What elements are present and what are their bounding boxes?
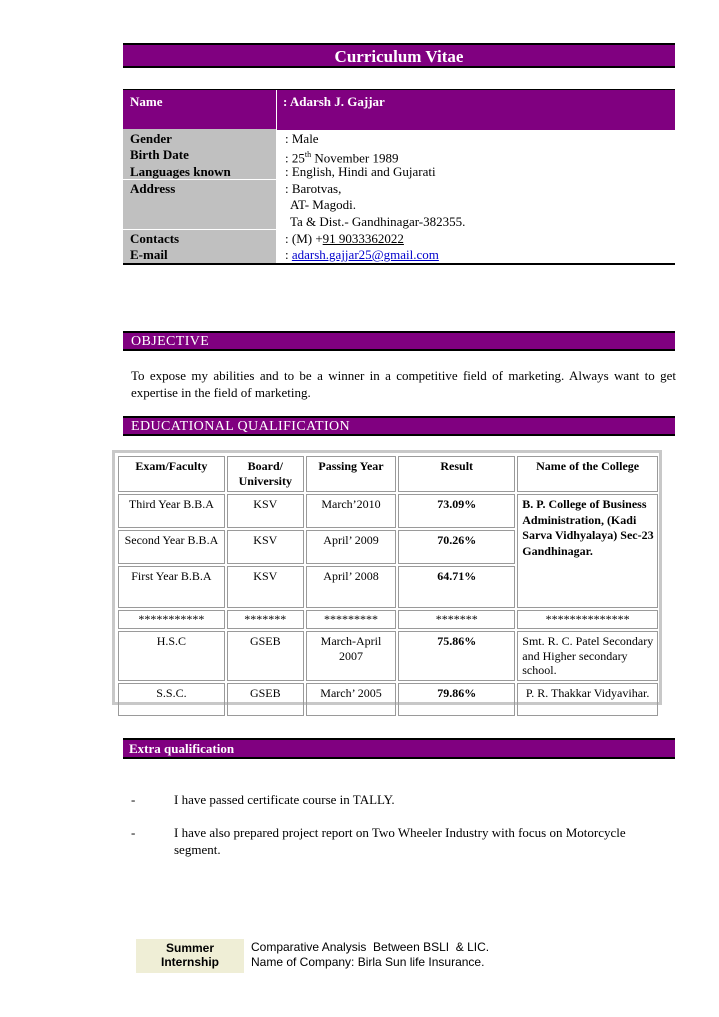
year-cell: April’ 2008: [306, 566, 396, 608]
separator-cell: *********: [306, 610, 396, 629]
header-exam: Exam/Faculty: [118, 456, 225, 492]
address-line-3: Ta & Dist.- Gandhinagar-382355.: [290, 214, 466, 229]
year-cell: April’ 2009: [306, 530, 396, 564]
address-line-1: : Barotvas,: [285, 181, 342, 196]
personal-details: [123, 129, 675, 265]
email-value: [285, 247, 439, 264]
exam-cell: S.S.C.: [118, 683, 225, 716]
internship-details: [251, 940, 489, 969]
languages-label: Languages known: [130, 164, 231, 179]
separator-cell: *******: [398, 610, 515, 629]
education-table: [116, 454, 660, 718]
separator-cell: **************: [517, 610, 658, 629]
separator-cell: ***********: [118, 610, 225, 629]
extra-item-1: I have passed certificate course in TALLY.: [174, 792, 395, 807]
year-cell: March’2010: [306, 494, 396, 528]
extra-item-2: I have also prepared project report on Two Wheeler Industry with focus on Motorcycle segment.: [174, 825, 626, 857]
year-cell: March’ 2005: [306, 683, 396, 716]
college-cell: Smt. R. C. Patel Secondary and Higher secondary school.: [517, 631, 658, 681]
birth-month-year: November 1989: [311, 150, 399, 166]
separator-cell: *******: [227, 610, 304, 629]
result-cell: 73.09%: [398, 494, 515, 528]
cv-title: Curriculum Vitae: [334, 47, 464, 66]
board-cell: KSV: [227, 566, 304, 608]
extra-heading-bar: [123, 738, 675, 759]
email-prefix: :: [285, 247, 292, 262]
education-heading: EDUCATIONAL QUALIFICATION: [131, 419, 351, 434]
separator-row: [118, 610, 658, 629]
languages-value: : English, Hindi and Gujarati: [285, 164, 436, 179]
education-table-frame: [112, 450, 662, 705]
header-college: Name of the College: [517, 456, 658, 492]
table-row: [118, 494, 658, 528]
address-label: Address: [130, 181, 176, 196]
header-year: Passing Year: [306, 456, 396, 492]
internship-label-line-1: Summer: [165, 941, 215, 955]
email-link[interactable]: adarsh.gajjar25@gmail.com: [291, 247, 439, 262]
college-cell: P. R. Thakkar Vidyavihar.: [517, 683, 658, 716]
table-row: [118, 631, 658, 681]
extra-heading: Extra qualification: [129, 741, 235, 756]
contacts-label: Contacts: [130, 231, 180, 246]
objective-heading: OBJECTIVE: [131, 334, 210, 349]
board-cell: GSEB: [227, 683, 304, 716]
address-line-2: AT- Magodi.: [290, 197, 356, 212]
birth-date-label: Birth Date: [130, 147, 189, 162]
name-label: Name: [130, 94, 163, 109]
year-cell: March-April 2007: [306, 631, 396, 681]
labels-divider-2: [123, 229, 276, 230]
exam-cell: Second Year B.B.A: [118, 530, 225, 564]
contacts-prefix: : (M) +: [285, 231, 323, 246]
education-heading-bar: [123, 416, 675, 436]
table-header-row: [118, 456, 658, 492]
header-result: Result: [398, 456, 515, 492]
phone-number: 91 9033362022: [322, 231, 404, 246]
gender-label: Gender: [130, 131, 172, 146]
exam-cell: Third Year B.B.A: [118, 494, 225, 528]
header-board: Board/ University: [227, 456, 304, 492]
result-cell: 75.86%: [398, 631, 515, 681]
result-cell: 79.86%: [398, 683, 515, 716]
objective-text: To expose my abilities and to be a winner in a competitive field of marketing. Always want to get expertise in the field of marketing.: [131, 368, 676, 400]
internship-label-line-2: Internship: [160, 955, 219, 969]
name-divider: [276, 90, 277, 130]
extra-bullet-1: -: [131, 792, 136, 807]
exam-cell: First Year B.B.A: [118, 566, 225, 608]
extra-bullet-2: -: [131, 825, 136, 840]
college-cell-bba: B. P. College of Business Administration, (Kadi Sarva Vidhyalaya) Sec-23 Gandhinagar.: [517, 494, 658, 608]
cv-title-bar: [123, 43, 675, 68]
name-row: [123, 89, 675, 130]
table-row: [118, 683, 658, 716]
gender-value: : Male: [285, 131, 319, 146]
internship-line-1: Comparative Analysis Between BSLI & LIC.: [251, 940, 490, 954]
name-value: : Adarsh J. Gajjar: [283, 94, 385, 109]
board-cell: KSV: [227, 494, 304, 528]
board-cell: GSEB: [227, 631, 304, 681]
exam-cell: H.S.C: [118, 631, 225, 681]
birth-day-suffix: th: [304, 150, 312, 159]
internship-line-2: Name of Company: Birla Sun life Insurance.: [251, 954, 485, 969]
internship-label-box: [136, 939, 244, 973]
email-label: E-mail: [130, 247, 168, 262]
result-cell: 64.71%: [398, 566, 515, 608]
board-cell: KSV: [227, 530, 304, 564]
birth-day: : 25: [285, 150, 305, 166]
objective-heading-bar: [123, 331, 675, 351]
contacts-value: [285, 231, 404, 248]
result-cell: 70.26%: [398, 530, 515, 564]
